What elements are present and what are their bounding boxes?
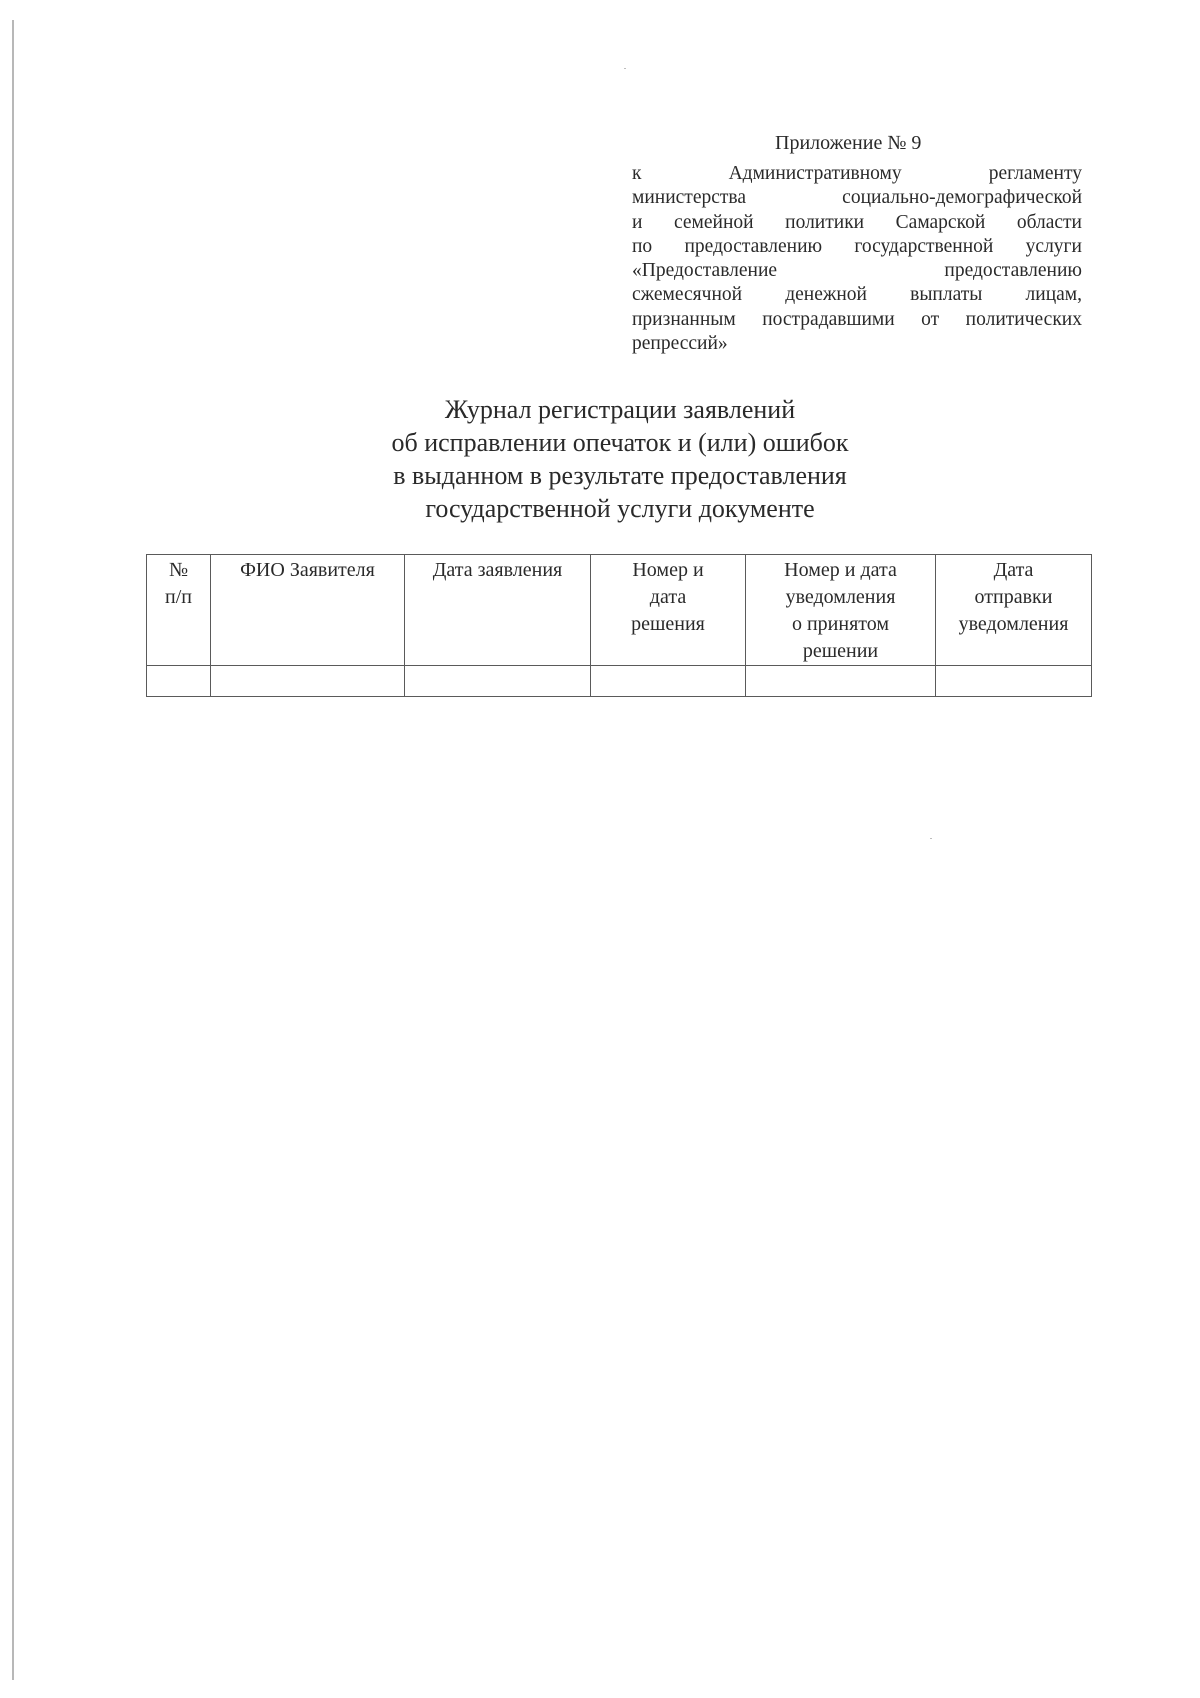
header-line: Дата заявления (432, 559, 563, 581)
scan-speck (624, 68, 626, 69)
registration-journal-table (146, 554, 1092, 697)
column-header-decision-number-date (591, 555, 746, 666)
annex-line: «Предоставление предоставлению (632, 260, 1082, 282)
header-line: уведомления (785, 586, 896, 608)
table-cell (746, 666, 936, 697)
table-row (147, 666, 1092, 697)
column-header-notification-number-date (746, 555, 936, 666)
column-header-application-date (405, 555, 591, 666)
header-line: Номер и (632, 559, 704, 581)
column-header-notification-sent-date (936, 555, 1092, 666)
annex-title: Приложение № 9 (775, 132, 922, 154)
header-line: дата (649, 586, 687, 608)
table-header-row (147, 555, 1092, 666)
table-cell (211, 666, 405, 697)
document-title-line: Журнал регистрации заявлений (444, 395, 796, 424)
document-title-line: в выданном в результате предоставления (393, 461, 847, 490)
annex-line: репрессий» (632, 333, 728, 355)
header-line: отправки (974, 586, 1053, 608)
header-line: Номер и дата (784, 559, 897, 581)
column-header-applicant-name (211, 555, 405, 666)
header-line: решении (802, 640, 879, 662)
header-line: № (168, 559, 189, 581)
annex-line: по предоставлению государственной услуги (632, 235, 1082, 257)
annex-line: и семейной политики Самарской области (632, 211, 1082, 233)
header-line: решения (631, 613, 705, 635)
table-cell (147, 666, 211, 697)
annex-line: признанным пострадавшими от политических (632, 308, 1082, 330)
document-title (0, 393, 1200, 525)
annex-reference (632, 162, 1082, 356)
page-left-edge (12, 20, 14, 1680)
document-title-line: государственной услуги документе (425, 494, 815, 523)
table-cell (591, 666, 746, 697)
table-cell (936, 666, 1092, 697)
header-line: Дата (993, 559, 1034, 581)
annex-line: министерства социально-демографической (632, 187, 1082, 209)
annex-line: сжемесячной денежной выплаты лицам, (632, 284, 1082, 306)
header-line: о принятом (791, 613, 890, 635)
column-header-number (147, 555, 211, 666)
scan-speck (930, 838, 932, 839)
header-line: п/п (165, 586, 192, 608)
header-line: ФИО Заявителя (240, 559, 375, 581)
document-title-line: об исправлении опечаток и (или) ошибок (391, 428, 849, 457)
annex-line: к Административному регламенту (632, 163, 1082, 184)
header-line: уведомления (958, 613, 1069, 635)
table-cell (405, 666, 591, 697)
